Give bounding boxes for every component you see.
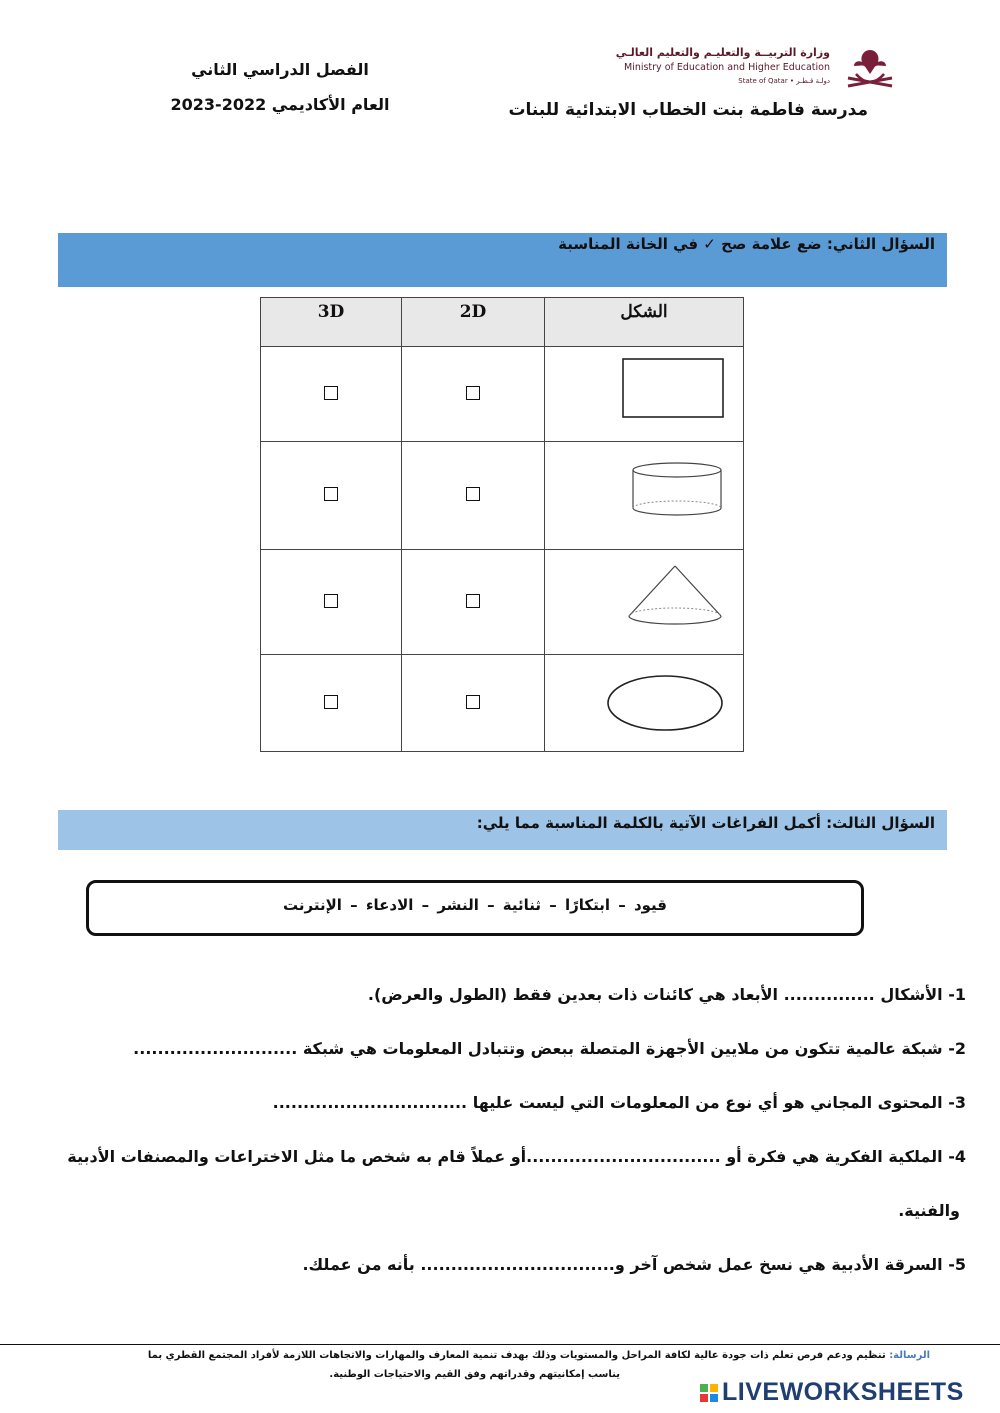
footer-divider xyxy=(0,1344,1000,1345)
ministry-logo-block xyxy=(610,44,870,104)
question-2-bar xyxy=(58,233,947,287)
cell-3d xyxy=(261,655,402,752)
state-label: دولـة قـطـر • State of Qatar xyxy=(738,77,830,85)
cell-3d xyxy=(261,347,402,442)
school-name: مدرسة فاطمة بنت الخطاب الابتدائية للبنات xyxy=(508,100,868,120)
cell-2d xyxy=(402,347,545,442)
table-row xyxy=(261,550,744,655)
liveworksheets-logo-icon xyxy=(700,1384,718,1402)
cell-2d xyxy=(402,442,545,550)
cell-2d xyxy=(402,655,545,752)
shapes-table xyxy=(260,297,744,752)
cell-2d xyxy=(402,550,545,655)
cell-shape xyxy=(545,655,744,752)
checkbox-2d-row-1[interactable] xyxy=(466,386,480,400)
footer-message xyxy=(66,1349,930,1363)
ministry-name-arabic: وزارة التربيــة والتعليـم والتعليم العالـي xyxy=(615,46,830,59)
checkbox-3d-row-4[interactable] xyxy=(324,695,338,709)
ministry-name-english: Ministry of Education and Higher Education xyxy=(623,62,830,73)
sentence-4: 4- الملكية الفكرية هي فكرة أو ................................أو عملاً قام به شخص ما مثل الاختراعات والمصنفات الأدبية xyxy=(67,1147,966,1166)
qatar-emblem-icon xyxy=(840,44,900,94)
table-header-row xyxy=(261,298,744,347)
message-line-1: تنظيم ودعم فرص تعلم ذات جودة عالية لكافة المراحل والمستويات وذلك بهدف تنمية المعارف والمهارات والاتجاهات اللازمة لأفراد المجتمع القطري بما xyxy=(147,1350,886,1361)
question-3-bar xyxy=(58,810,947,850)
question-2-title: السؤال الثاني: ضع علامة صح ✓ في الخانة المناسبة xyxy=(558,235,935,253)
cylinder-shape-icon xyxy=(629,460,725,522)
word-bank-box xyxy=(86,880,864,936)
message-label: الرسالة: xyxy=(889,1350,930,1361)
table-row xyxy=(261,347,744,442)
column-shape-header: الشكل xyxy=(545,298,744,347)
sentence-1: 1- الأشكال ............... الأبعاد هي كائنات ذات بعدين فقط (الطول والعرض). xyxy=(367,985,966,1004)
cell-shape xyxy=(545,550,744,655)
cell-3d xyxy=(261,442,402,550)
word-bank-words: قيود – ابتكارًا – ثنائية – النشر – الادعاء – الإنترنت xyxy=(283,896,667,914)
table-row xyxy=(261,655,744,752)
cell-shape xyxy=(545,347,744,442)
semester-label: الفصل الدراسي الثاني xyxy=(191,60,369,79)
sentence-2: 2- شبكة عالمية تتكون من ملايين الأجهزة المتصلة ببعض وتتبادل المعلومات هي شبكة ........................... xyxy=(133,1039,966,1058)
checkbox-3d-row-1[interactable] xyxy=(324,386,338,400)
academic-year-label: العام الأكاديمي 2022-2023 xyxy=(170,95,390,114)
checkbox-2d-row-3[interactable] xyxy=(466,594,480,608)
cell-shape xyxy=(545,442,744,550)
question-3-title: السؤال الثالث: أكمل الفراغات الآتية بالكلمة المناسبة مما يلي: xyxy=(476,814,935,832)
checkbox-3d-row-2[interactable] xyxy=(324,487,338,501)
column-2d-header: 2D xyxy=(402,298,545,347)
cell-3d xyxy=(261,550,402,655)
ellipse-shape-icon xyxy=(605,673,725,733)
rectangle-shape-icon xyxy=(621,357,725,419)
checkbox-2d-row-4[interactable] xyxy=(466,695,480,709)
checkbox-3d-row-3[interactable] xyxy=(324,594,338,608)
checkbox-2d-row-2[interactable] xyxy=(466,487,480,501)
message-line-2: يناسب إمكانيتهم وقدراتهم وفق القيم والاحتياجات الوطنية. xyxy=(329,1369,620,1380)
liveworksheets-wordmark: LIVEWORKSHEETS xyxy=(722,1378,964,1406)
sentence-3: 3- المحتوى المجاني هو أي نوع من المعلومات التي ليست عليها ................................ xyxy=(272,1093,966,1112)
sentence-4-continued: والفنية. xyxy=(898,1201,960,1220)
column-3d-header: 3D xyxy=(261,298,402,347)
cone-shape-icon xyxy=(625,564,725,628)
table-row xyxy=(261,442,744,550)
sentence-5: 5- السرقة الأدبية هي نسخ عمل شخص آخر و................................ بأنه من عملك. xyxy=(302,1255,966,1274)
